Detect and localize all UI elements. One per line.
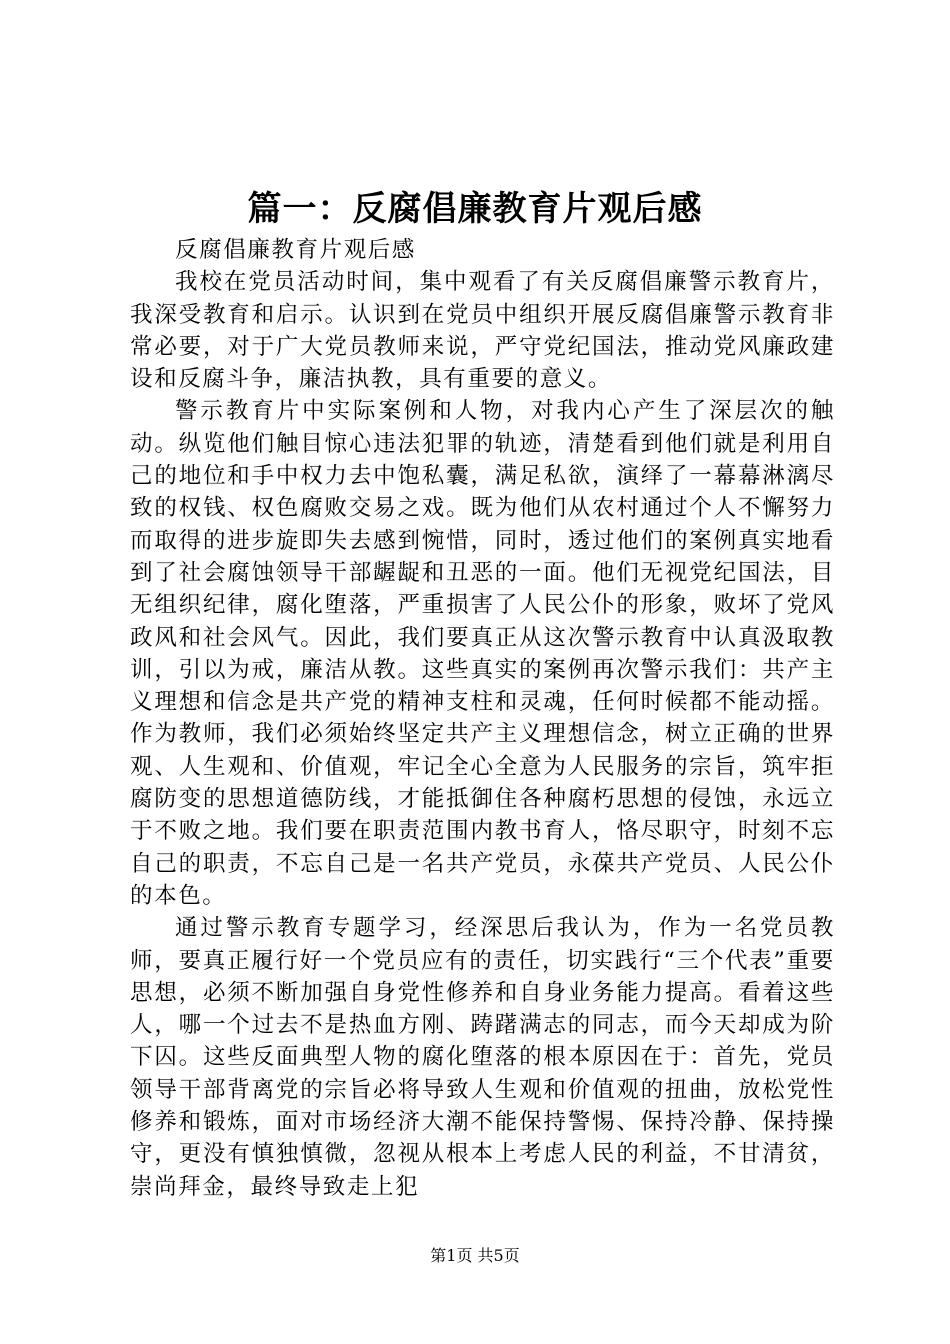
subtitle-paragraph: 反腐倡廉教育片观后感 (175, 237, 417, 263)
page-footer (0, 1244, 950, 1268)
document-body (130, 234, 835, 1203)
page-number: 第1页 共5页 (430, 1246, 520, 1265)
body-paragraph: 我校在党员活动时间，集中观看了有关反腐倡廉警示教育片，我深受教育和启示。认识到在党员中组织开展反腐倡廉警示教育非常必要，对于广大党员教师来说，严守党纪国法，推动党风廉政建设和反腐斗争，廉洁执教，具有重要的意义。 (130, 269, 835, 393)
body-paragraph: 警示教育片中实际案例和人物，对我内心产生了深层次的触动。纵览他们触目惊心违法犯罪的轨迹，清楚看到他们就是利用自己的地位和手中权力去中饱私囊，满足私欲，演绎了一幕幕淋漓尽致的权钱、权色腐败交易之戏。既为他们从农村通过个人不懈努力而取得的进步旋即失去感到惋惜，同时，透过他们的案例真实地看到了社会腐蚀领导干部龌龊和丑恶的一面。他们无视党纪国法，目无组织纪律，腐化堕落，严重损害了人民公仆的形象，败坏了党风政风和社会风气。因此，我们要真正从这次警示教育中认真汲取教训，引以为戒，廉洁从教。这些真实的案例再次警示我们：共产主义理想和信念是共产党的精神支柱和灵魂，任何时候都不能动摇。作为教师，我们必须始终坚定共产主义理想信念，树立正确的世界观、人生观和、价值观，牢记全心全意为人民服务的宗旨，筑牢拒腐防变的思想道德防线，才能抵御住各种腐朽思想的侵蚀，永远立于不败之地。我们要在职责范围内教书育人，恪尽职守，时刻不忘自己的职责，不忘自己是一名共产党员，永葆共产党员、人民公仆的本色。 (130, 398, 835, 909)
document-title: 篇一：反腐倡廉教育片观后感 (247, 189, 703, 229)
body-paragraph: 通过警示教育专题学习，经深思后我认为，作为一名党员教师，要真正履行好一个党员应有的责任，切实践行“三个代表”重要思想，必须不断加强自身党性修养和自身业务能力提高。看着这些人，哪一个过去不是热血方刚、踌躇满志的同志，而今天却成为阶下囚。这些反面典型人物的腐化堕落的根本原因在于：首先，党员领导干部背离党的宗旨必将导致人生观和价值观的扭曲，放松党性修养和锻炼，面对市场经济大潮不能保持警惕、保持冷静、保持操守，更没有慎独慎微，忽视从根本上考虑人民的利益，不甘清贫，崇尚拜金，最终导致走上犯 (130, 915, 835, 1200)
